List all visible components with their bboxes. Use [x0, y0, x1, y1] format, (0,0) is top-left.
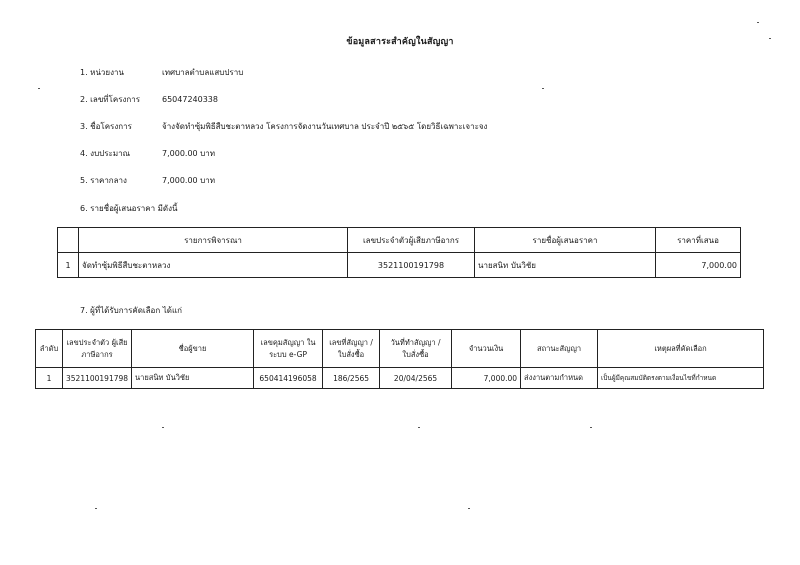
scan-speck	[162, 427, 164, 428]
table-header: สถานะสัญญา	[521, 330, 598, 368]
field-value: 7,000.00 บาท	[162, 149, 216, 158]
scan-speck	[38, 88, 40, 89]
table-cell: 3521100191798	[348, 253, 475, 278]
scan-speck	[769, 38, 771, 39]
scan-speck	[542, 88, 544, 89]
field-label: 5. ราคากลาง	[80, 176, 127, 185]
table-cell: 186/2565	[323, 368, 380, 389]
table-cell: จัดทำซุ้มพิธีสืบชะตาหลวง	[79, 253, 348, 278]
scan-speck	[757, 22, 759, 23]
field-label: 1. หน่วยงาน	[80, 68, 124, 77]
table-cell: 1	[58, 253, 79, 278]
section-bidders-heading: 6. รายชื่อผู้เสนอราคา มีดังนี้	[80, 204, 178, 213]
table-cell: 3521100191798	[63, 368, 132, 389]
document-title: ข้อมูลสาระสำคัญในสัญญา	[346, 37, 454, 47]
field-value: 65047240338	[162, 95, 218, 104]
table-header-row	[36, 330, 764, 368]
section-winner-heading: 7. ผู้ที่ได้รับการคัดเลือก ได้แก่	[80, 306, 182, 315]
table-header: จำนวนเงิน	[452, 330, 521, 368]
scan-speck	[590, 427, 592, 428]
scan-speck	[95, 508, 97, 509]
winners-table	[35, 329, 764, 389]
table-cell: เป็นผู้มีคุณสมบัติตรงตามเงื่อนไขที่กำหนด	[598, 368, 764, 389]
table-cell: นายสนิท บันวิชัย	[475, 253, 656, 278]
table-cell: 7,000.00	[452, 368, 521, 389]
table-cell: นายสนิท บันวิชัย	[132, 368, 254, 389]
field-label: 2. เลขที่โครงการ	[80, 95, 141, 104]
table-header: เลขที่สัญญา / ใบสั่งซื้อ	[323, 330, 380, 368]
table-cell: ส่งงานตามกำหนด	[521, 368, 598, 389]
table-header: ลำดับ	[36, 330, 63, 368]
table-row	[36, 368, 764, 389]
table-cell: 7,000.00	[656, 253, 741, 278]
table-header: วันที่ทำสัญญา / ใบสั่งซื้อ	[380, 330, 452, 368]
field-value: จ้างจัดทำซุ้มพิธีสืบชะตาหลวง โครงการจัดงานวันเทศบาล ประจำปี ๒๕๖๕ โดยวิธีเฉพาะเจาะจง	[162, 122, 488, 131]
table-header-row	[58, 228, 741, 253]
table-row	[58, 253, 741, 278]
table-header: ราคาที่เสนอ	[656, 228, 741, 253]
table-header: รายชื่อผู้เสนอราคา	[475, 228, 656, 253]
field-project-number	[80, 93, 218, 106]
field-label: 3. ชื่อโครงการ	[80, 122, 132, 131]
table-cell: 1	[36, 368, 63, 389]
field-median-price	[80, 174, 215, 187]
table-header: เหตุผลที่คัดเลือก	[598, 330, 764, 368]
field-project-name	[80, 120, 487, 133]
table-header: เลขประจำตัว ผู้เสียภาษีอากร	[63, 330, 132, 368]
table-header: เลขประจำตัวผู้เสียภาษีอากร	[348, 228, 475, 253]
table-cell: 650414196058	[254, 368, 323, 389]
field-budget	[80, 147, 215, 160]
field-value: เทศบาลตำบลแสบปราบ	[162, 68, 244, 77]
table-header: รายการพิจารณา	[79, 228, 348, 253]
table-header	[58, 228, 79, 253]
table-cell: 20/04/2565	[380, 368, 452, 389]
field-value: 7,000.00 บาท	[162, 176, 216, 185]
scan-speck	[418, 427, 420, 428]
field-label: 4. งบประมาณ	[80, 149, 131, 158]
scan-speck	[468, 508, 470, 509]
bidders-table	[57, 227, 741, 278]
field-agency	[80, 66, 243, 79]
table-header: ชื่อผู้ขาย	[132, 330, 254, 368]
table-header: เลขคุมสัญญา ในระบบ e-GP	[254, 330, 323, 368]
